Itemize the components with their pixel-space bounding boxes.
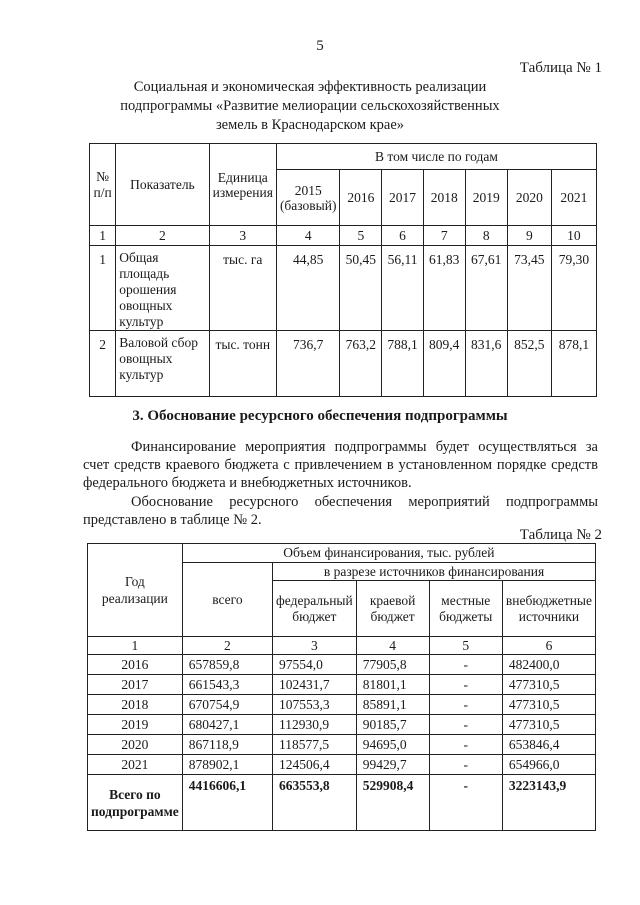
total-extra: 3223143,9 [502, 775, 595, 831]
section-heading: 3. Обоснование ресурсного обеспечения подпрограммы [132, 408, 508, 424]
table1-caption: Таблица № 1 [519, 60, 602, 76]
table-row [88, 655, 596, 675]
table1-title-line: земель в Краснодарском крае» [215, 117, 405, 133]
total-total: 4416606,1 [182, 775, 272, 831]
row-total: 670754,9 [182, 695, 272, 715]
table1-title-line: подпрограммы «Развитие мелиорации сельскохозяйственных [120, 98, 500, 114]
row-local: - [429, 715, 502, 735]
column-number: 1 [90, 226, 116, 246]
column-number: 3 [273, 637, 357, 655]
row-value: 79,30 [551, 246, 596, 331]
column-number: 6 [502, 637, 595, 655]
row-num: 1 [90, 246, 116, 331]
header-regional: краевой бюджет [356, 581, 429, 637]
row-local: - [429, 675, 502, 695]
row-extra: 482400,0 [502, 655, 595, 675]
header-year: 2021 [551, 170, 596, 226]
row-year: 2018 [88, 695, 183, 715]
row-value: 878,1 [551, 331, 596, 397]
column-number: 9 [507, 226, 551, 246]
row-value: 67,61 [465, 246, 507, 331]
row-extra: 654966,0 [502, 755, 595, 775]
total-local: - [429, 775, 502, 831]
row-local: - [429, 695, 502, 715]
header-total: всего [182, 563, 272, 637]
row-value: 61,83 [423, 246, 465, 331]
row-local: - [429, 755, 502, 775]
row-value: 763,2 [340, 331, 382, 397]
header-indicator: Показатель [116, 144, 209, 226]
column-number: 4 [356, 637, 429, 655]
total-label: Всего по подпрограмме [88, 775, 183, 831]
header-years-group: В том числе по годам [276, 144, 596, 170]
column-number: 2 [116, 226, 209, 246]
column-number: 1 [88, 637, 183, 655]
row-year: 2021 [88, 755, 183, 775]
table2-caption: Таблица № 2 [519, 527, 602, 543]
column-number: 6 [382, 226, 424, 246]
column-number: 3 [209, 226, 276, 246]
total-row [88, 775, 596, 831]
row-value: 736,7 [276, 331, 340, 397]
column-number: 10 [551, 226, 596, 246]
row-year: 2019 [88, 715, 183, 735]
row-federal: 124506,4 [273, 755, 357, 775]
header-local: местные бюджеты [429, 581, 502, 637]
table-row [88, 715, 596, 735]
header-year: 2016 [340, 170, 382, 226]
total-federal: 663553,8 [273, 775, 357, 831]
row-unit: тыс. га [209, 246, 276, 331]
row-total: 878902,1 [182, 755, 272, 775]
header-extrabudget: внебюджетные источники [502, 581, 595, 637]
total-regional: 529908,4 [356, 775, 429, 831]
paragraph: Финансирование мероприятия подпрограммы будет осуществляться за счет средств краевого бюджета с привлечением в установленном порядке средств федерального бюджета и внебюджетных источников. [83, 439, 598, 491]
financing-table [87, 543, 596, 831]
page-number: 5 [316, 38, 324, 54]
row-regional: 94695,0 [356, 735, 429, 755]
row-federal: 107553,3 [273, 695, 357, 715]
column-number: 8 [465, 226, 507, 246]
row-extra: 653846,4 [502, 735, 595, 755]
row-federal: 118577,5 [273, 735, 357, 755]
row-federal: 102431,7 [273, 675, 357, 695]
row-value: 831,6 [465, 331, 507, 397]
column-number: 4 [276, 226, 340, 246]
row-year: 2016 [88, 655, 183, 675]
row-regional: 77905,8 [356, 655, 429, 675]
table-row [88, 755, 596, 775]
table-row [88, 735, 596, 755]
row-extra: 477310,5 [502, 695, 595, 715]
row-local: - [429, 655, 502, 675]
column-number: 7 [423, 226, 465, 246]
row-federal: 97554,0 [273, 655, 357, 675]
table-row [90, 246, 597, 331]
row-value: 809,4 [423, 331, 465, 397]
row-num: 2 [90, 331, 116, 397]
header-federal: федеральный бюджет [273, 581, 357, 637]
header-year: Год реализации [88, 544, 183, 637]
row-total: 867118,9 [182, 735, 272, 755]
header-volume: Объем финансирования, тыс. рублей [182, 544, 595, 563]
row-total: 680427,1 [182, 715, 272, 735]
paragraph: Обоснование ресурсного обеспечения мероприятий подпрограммы представлено в таблице № 2. [83, 494, 598, 528]
row-value: 44,85 [276, 246, 340, 331]
header-year: 2017 [382, 170, 424, 226]
row-year: 2020 [88, 735, 183, 755]
header-year: 2019 [465, 170, 507, 226]
table-row [88, 695, 596, 715]
row-total: 661543,3 [182, 675, 272, 695]
row-value: 50,45 [340, 246, 382, 331]
table-row [88, 675, 596, 695]
table1-title [90, 78, 530, 135]
row-year: 2017 [88, 675, 183, 695]
row-unit: тыс. тонн [209, 331, 276, 397]
row-indicator: Общая площадь орошения овощных культур [116, 246, 209, 331]
row-value: 56,11 [382, 246, 424, 331]
table1-title-line: Социальная и экономическая эффективность реализации [133, 79, 487, 95]
row-total: 657859,8 [182, 655, 272, 675]
row-extra: 477310,5 [502, 715, 595, 735]
column-number: 5 [340, 226, 382, 246]
row-regional: 90185,7 [356, 715, 429, 735]
header-year: 2020 [507, 170, 551, 226]
header-unit: Единица измерения [209, 144, 276, 226]
row-regional: 99429,7 [356, 755, 429, 775]
column-number: 2 [182, 637, 272, 655]
row-value: 852,5 [507, 331, 551, 397]
row-value: 788,1 [382, 331, 424, 397]
header-year: 2015 (базовый) [276, 170, 340, 226]
column-number: 5 [429, 637, 502, 655]
row-regional: 81801,1 [356, 675, 429, 695]
table-row [90, 331, 597, 397]
header-by-sources: в разрезе источников финансирования [273, 563, 596, 581]
row-federal: 112930,9 [273, 715, 357, 735]
header-year: 2018 [423, 170, 465, 226]
row-regional: 85891,1 [356, 695, 429, 715]
row-value: 73,45 [507, 246, 551, 331]
header-num: № п/п [90, 144, 116, 226]
row-extra: 477310,5 [502, 675, 595, 695]
row-indicator: Валовой сбор овощных культур [116, 331, 209, 397]
row-local: - [429, 735, 502, 755]
efficiency-table [89, 143, 597, 397]
